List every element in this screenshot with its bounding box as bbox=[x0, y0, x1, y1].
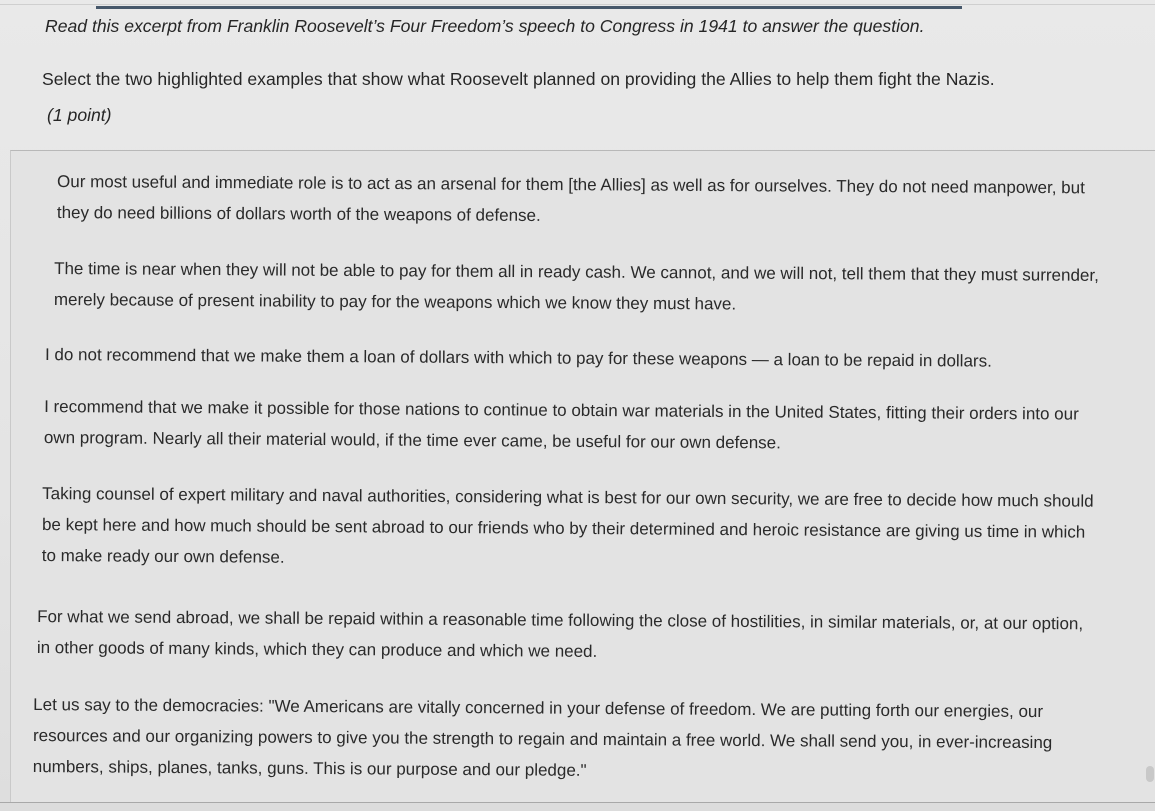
passage-paragraph-3 bbox=[45, 339, 992, 370]
passage-p5-line-1[interactable]: Taking counsel of expert military and naval authorities, considering what is best for our own security, we are free to decide how much should bbox=[42, 484, 1094, 511]
passage-paragraph-6 bbox=[37, 601, 1083, 663]
passage-p3-line-1[interactable]: I do not recommend that we make them a loan of dollars with which to pay for these weapons — a loan to be repaid in dollars. bbox=[44, 345, 992, 371]
passage-paragraph-1 bbox=[57, 166, 1085, 228]
passage-p5-line-3[interactable]: to make ready our own defense. bbox=[41, 545, 285, 567]
passage-p7-line-1[interactable]: Let us say to the democracies: "We Americans are vitally concerned in your defense of freedom. We are putting forth our energies, our bbox=[33, 695, 1044, 722]
speech-passage bbox=[10, 150, 1155, 804]
passage-p6-line-1[interactable]: For what we send abroad, we shall be repaid within a reasonable time following the close of hostilities, in similar materials, or, at our option, bbox=[37, 607, 1084, 634]
passage-paragraph-5 bbox=[42, 478, 1093, 571]
top-accent-bar bbox=[96, 6, 962, 9]
passage-p4-line-1[interactable]: I recommend that we make it possible for those nations to continue to obtain war materials in the United States, fitting their orders into our bbox=[44, 397, 1079, 424]
passage-paragraph-4 bbox=[44, 391, 1079, 453]
passage-p7-line-3[interactable]: numbers, ships, planes, tanks, guns. This is our purpose and our pledge." bbox=[32, 756, 587, 780]
passage-p1-line-1[interactable]: Our most useful and immediate role is to act as an arsenal for them [the Allies] as well as for ourselves. They do not need manpower, but bbox=[57, 172, 1085, 198]
question-instruction: Select the two highlighted examples that show what Roosevelt planned on providing the Allies to help them fight the Nazis. bbox=[42, 69, 995, 89]
passage-p1-line-2[interactable]: they do need billions of dollars worth of the weapons of defense. bbox=[56, 202, 541, 225]
passage-paragraph-2 bbox=[54, 253, 1099, 315]
passage-p2-line-2[interactable]: merely because of present inability to pay for the weapons which we know they must have. bbox=[53, 289, 737, 314]
passage-p6-line-2[interactable]: in other goods of many kinds, which they can produce and which we need. bbox=[36, 637, 598, 661]
passage-p4-line-2[interactable]: own program. Nearly all their material would, if the time ever came, be useful for our own defense. bbox=[43, 427, 781, 453]
passage-paragraph-7 bbox=[33, 689, 1052, 782]
top-rule bbox=[0, 4, 1155, 5]
question-intro: Read this excerpt from Franklin Roosevelt’s Four Freedom’s speech to Congress in 1941 to answer the question. bbox=[45, 16, 925, 36]
question-points: (1 point) bbox=[47, 105, 112, 125]
scrollbar-thumb[interactable] bbox=[1146, 766, 1154, 782]
passage-p5-line-2[interactable]: be kept here and how much should be sent abroad to our friends who by their determined and heroic resistance are giving us time in which bbox=[41, 515, 1086, 542]
passage-p2-line-1[interactable]: The time is near when they will not be able to pay for them all in ready cash. We cannot, and we will not, tell them that they must surrender, bbox=[54, 259, 1099, 285]
passage-p7-line-2[interactable]: resources and our organizing powers to give you the strength to regain and maintain a free world. We shall send you, in ever-increasing bbox=[32, 726, 1053, 753]
